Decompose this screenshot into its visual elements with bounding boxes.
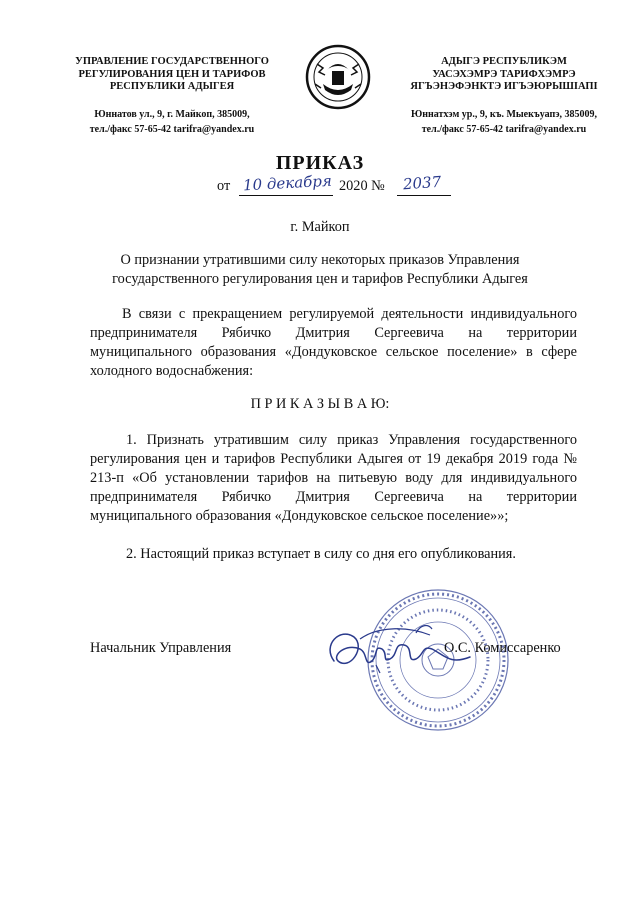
date-underline: [239, 195, 333, 196]
signatory-name: О.С. Комиссаренко: [444, 640, 561, 656]
subject: [80, 251, 560, 289]
signatory-position: Начальник Управления: [90, 640, 232, 656]
order-word: П Р И К А З Ы В А Ю:: [250, 396, 390, 412]
preamble: В связи с прекращением регулируемой деятельности индивидуального предпринимателя Рябичко Дмитрия Сергеевича на территории муниципального образования «Дондуковское сельское поселение» в сфере холодного водоснабжения:: [90, 306, 577, 379]
header-right: [388, 56, 620, 137]
org-address-adyghe: Юннатхэм ур., 9, къ. Мыекъуапэ, 385009,: [410, 108, 598, 120]
header-left: [62, 56, 282, 137]
org-name-line3: РЕСПУБЛИКИ АДЫГЕЯ: [109, 81, 235, 92]
org-address: Юннатов ул., 9, г. Майкоп, 385009,: [94, 108, 250, 120]
org-name-adyghe-line1: АДЫГЭ РЕСПУБЛИКЭМ: [441, 56, 567, 67]
org-contact-adyghe: тел./факс 57-65-42 tarifra@yandex.ru: [421, 123, 587, 135]
org-name-line2: РЕГУЛИРОВАНИЯ ЦЕН И ТАРИФОВ: [78, 68, 266, 80]
order-item-2: 2. Настоящий приказ вступает в силу со дня его опубликования.: [126, 546, 516, 562]
date-number-line: [217, 171, 477, 200]
document-title: ПРИКАЗ: [275, 152, 365, 174]
date-prefix: от: [217, 178, 231, 194]
org-name-line1: УПРАВЛЕНИЕ ГОСУДАРСТВЕННОГО: [75, 56, 269, 67]
org-contact: тел./факс 57-65-42 tarifra@yandex.ru: [89, 123, 255, 135]
date-handwritten: 10 декабря: [242, 171, 333, 195]
year-and-number-label: 2020 №: [339, 178, 385, 194]
order-item-1: 1. Признать утратившим силу приказ Управления государственного регулирования цен и тарифов Республики Адыгея от 19 декабря 2019 года № 213-п «Об установлении тарифов на питьевую воду для индивидуального предпринимателя Рябичко Дмитрия Сергеевича на территории муниципального образования «Дондуковское сельское поселение»»;: [90, 432, 577, 524]
subject-line1: О признании утратившими силу некоторых приказов Управления: [120, 252, 520, 268]
number-underline: [397, 195, 451, 196]
org-name-adyghe-line3: ЯГЪЭНЭФЭНКТЭ ИГЪЭЮРЫШІАПІ: [410, 81, 598, 92]
subject-line2: государственного регулирования цен и тарифов Республики Адыгея: [112, 271, 528, 287]
adygea-coat-of-arms-icon: [305, 44, 371, 110]
org-name-adyghe-line2: УАСЭХЭМРЭ ТАРИФХЭМРЭ: [432, 68, 576, 80]
number-handwritten: 2037: [402, 172, 442, 194]
city: г. Майкоп: [290, 219, 350, 235]
